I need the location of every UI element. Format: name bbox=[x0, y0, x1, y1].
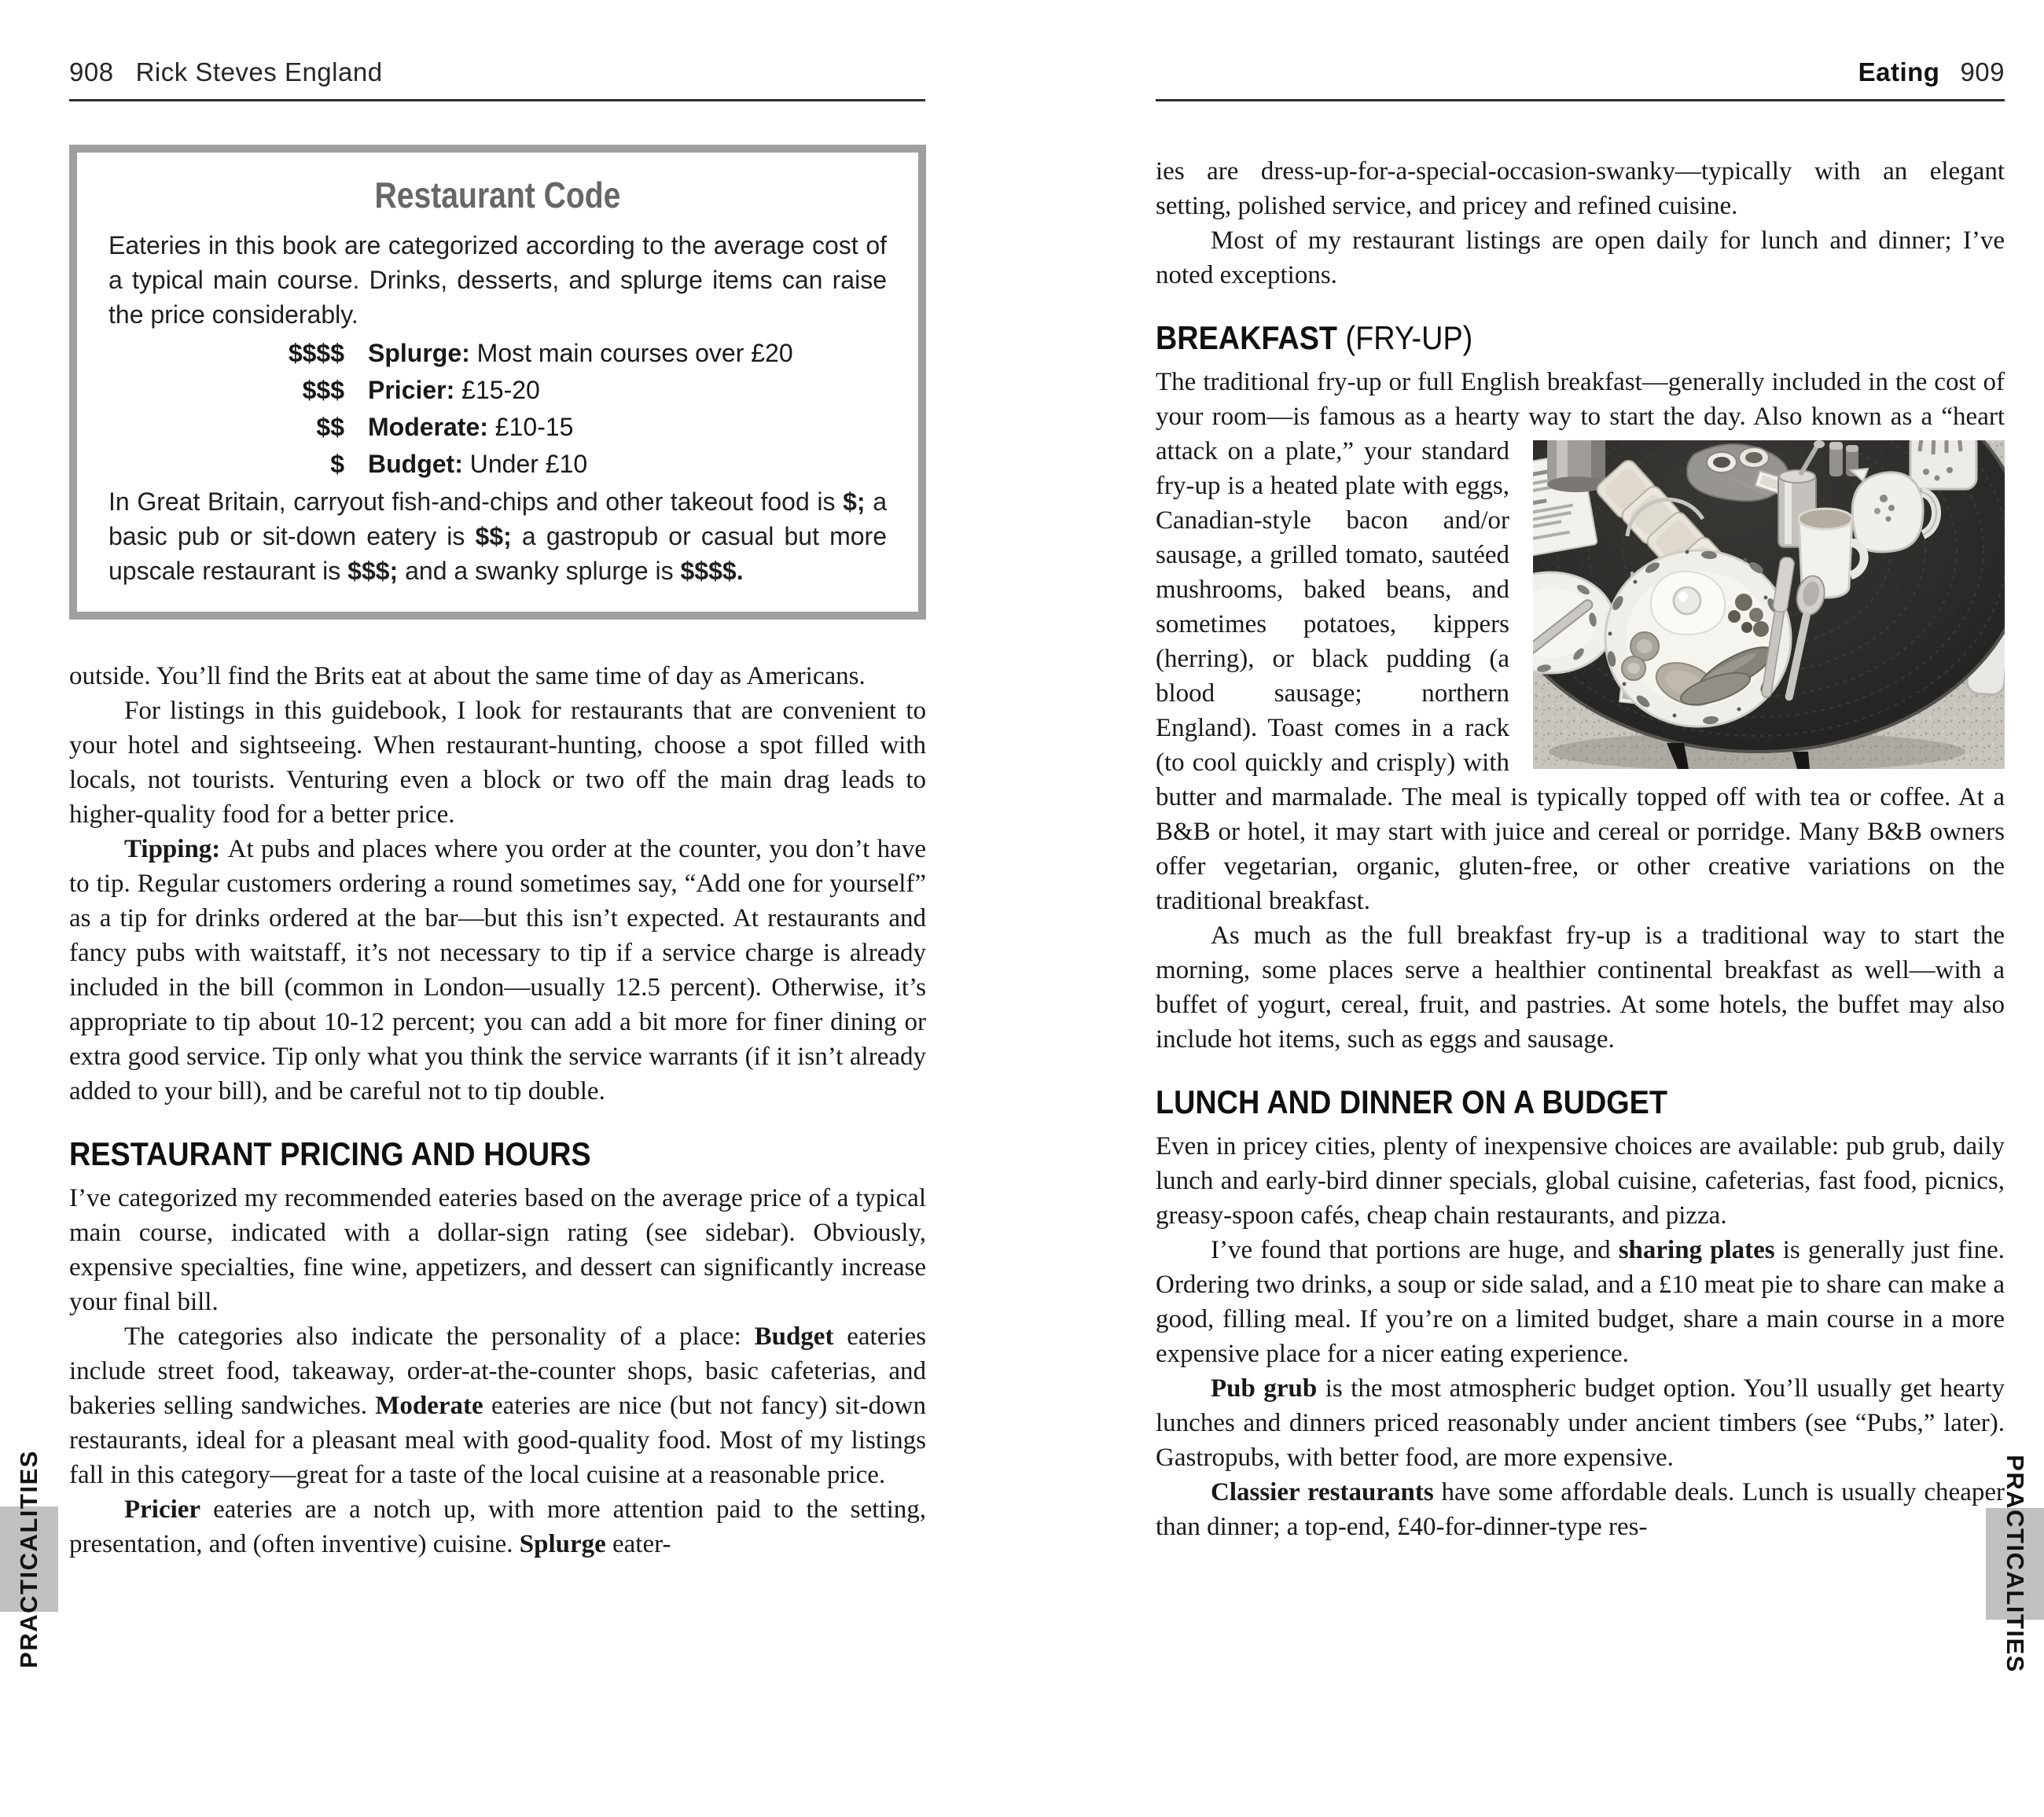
tier-label: Pricier: bbox=[368, 376, 455, 404]
section-heading-breakfast: BREAKFAST (FRY-UP) bbox=[1156, 319, 1473, 356]
tier-desc: £10-15 bbox=[494, 413, 574, 441]
tier-symbol: $ bbox=[330, 450, 344, 478]
box-title: Restaurant Code bbox=[374, 175, 621, 215]
paragraph: Classier restaurants have some affordable deals. Lunch is usually cheaper than dinner; a top-end, £40-for-dinner-type res- bbox=[1156, 1478, 2005, 1541]
paragraph: I’ve categorized my recommended eateries based on the average price of a typical main course, indicated with a dollar-sign rating (see sidebar). Obviously, expensive specialties, fine wine, appetizers, and dessert can significantly increase your final bill. bbox=[69, 1184, 926, 1316]
left-column bbox=[69, 659, 926, 1561]
page-number-right: 909 bbox=[1960, 57, 2005, 86]
tab-label-right: PRACTICALITIES bbox=[2002, 1455, 2029, 1673]
paragraph: Pricier eateries are a notch up, with more attention paid to the setting, presentation, and (often inventive) cuisine. Splurge eater- bbox=[69, 1495, 926, 1558]
coffee-pot bbox=[1547, 440, 1605, 492]
price-tier-row bbox=[108, 446, 887, 483]
paragraph: ies are dress-up-for-a-special-occasion-swanky—typically with an elegant setting, polished service, and pricey and refined cuisine. bbox=[1156, 157, 2005, 220]
tier-desc: Under £10 bbox=[469, 450, 588, 478]
page-right-header bbox=[1156, 57, 2005, 88]
price-tier-list bbox=[108, 335, 887, 483]
breakfast-paragraph bbox=[1156, 365, 2005, 918]
tier-desc: £15-20 bbox=[461, 376, 540, 404]
cutlery-cup bbox=[1910, 440, 1976, 489]
paragraph: outside. You’ll find the Brits eat at about the same time of day as Americans. bbox=[69, 662, 866, 690]
paragraph: The categories also indicate the personality of a place: Budget eateries include street food, takeaway, order-at-the-counter shops, basic cafeterias, and bakeries selling sandwiches. Moderate eateries are nice (but not fancy) sit-down restaurants, ideal for a pleasant meal with good-quality food. Most of my listings fall in this category—great for a taste of the local cuisine at a reasonable price. bbox=[69, 1322, 927, 1489]
tier-label: Moderate: bbox=[368, 413, 488, 441]
right-column bbox=[1156, 154, 2005, 1544]
section-heading-lunch: LUNCH AND DINNER ON A BUDGET bbox=[1156, 1083, 1667, 1120]
header-rule-left bbox=[69, 99, 925, 101]
price-tier-row bbox=[108, 335, 887, 372]
paragraph: For listings in this guidebook, I look for restaurants that are convenient to your hotel and sightseeing. When restaurant-hunting, choose a spot filled with locals, not tourists. Venturing even a block or two off the main drag leads to higher-quality food for a better price. bbox=[69, 697, 926, 829]
tier-symbol: $$$ bbox=[302, 376, 344, 404]
paragraph: Most of my restaurant listings are open daily for lunch and dinner; I’ve noted exceptions. bbox=[1156, 226, 2005, 289]
price-tier-row bbox=[108, 409, 887, 446]
page-title-right: Eating bbox=[1858, 57, 1940, 86]
paragraph-text: The traditional fry-up or full English breakfast—generally included in the cost of your room—is famous as a hearty way to start the day. bbox=[1156, 368, 2005, 431]
tab-label-left: PRACTICALITIES bbox=[15, 1450, 42, 1668]
paragraph: I’ve found that portions are huge, and sharing plates is generally just fine. Ordering two drinks, a soup or side salad, and a £10 meat pie to share can make a good, filling meal. If you’re on a limited budget, share a main course in a more expensive place for a nicer eating experience. bbox=[1156, 1236, 2005, 1368]
header-rule-right bbox=[1156, 99, 2005, 101]
breakfast-photo bbox=[1533, 440, 2005, 769]
restaurant-code-box bbox=[69, 145, 926, 620]
tier-desc: Most main courses over £20 bbox=[476, 339, 793, 367]
price-tier-row bbox=[108, 372, 887, 409]
box-intro: Eateries in this book are categorized according to the average cost of a typical main course. Drinks, desserts, and splurge items can raise the price considerably. bbox=[108, 231, 887, 329]
tier-label: Splurge: bbox=[368, 339, 470, 367]
full-english-breakfast-photo bbox=[1533, 440, 2005, 769]
paragraph: As much as the full breakfast fry-up is a traditional way to start the morning, some places serve a healthier continental breakfast as well—with a buffet of yogurt, cereal, fruit, and pastries. At some hotels, the buffet may also include hot items, such as eggs and sausage. bbox=[1156, 921, 2005, 1054]
paragraph: Tipping: At pubs and places where you order at the counter, you don’t have to tip. Regular customers ordering a round sometimes say, “Add one for yourself” as a tip for drinks ordered at the bar—but this isn’t expected. At restaurants and fancy pubs with waitstaff, it’s not necessary to tip if a service charge is already included in the bill (common in London—usually 12.5 percent). Otherwise, it’s appropriate to tip about 10-12 percent; you can add a bit more for finer dining or extra good service. Tip only what you think the service warrants (if it isn’t already added to your bill), and be careful not to tip double. bbox=[69, 835, 926, 1105]
page-left-header bbox=[69, 57, 383, 88]
tier-symbol: $$ bbox=[316, 413, 344, 441]
section-heading-pricing: RESTAURANT PRICING AND HOURS bbox=[69, 1135, 591, 1172]
tier-label: Budget: bbox=[368, 450, 463, 478]
box-outro: In Great Britain, carryout fish-and-chips and other takeout food is $; a basic pub or sit-down eatery is $$; a gastropub or casual but more upscale restaurant is $$$; and a swanky splurge is $$$$. bbox=[108, 487, 888, 585]
tier-symbol: $$$$ bbox=[288, 339, 344, 367]
page-title-left: Rick Steves England bbox=[135, 57, 383, 86]
page-number-left: 908 bbox=[69, 57, 114, 86]
paragraph: Even in pricey cities, plenty of inexpensive choices are available: pub grub, daily lunch and early-bird dinner specials, global cuisine, cafeterias, fast food, picnics, greasy-spoon cafés, cheap chain restaurants, and pizza. bbox=[1156, 1132, 2005, 1230]
paragraph: Pub grub is the most atmospheric budget option. You’ll usually get hearty lunches and dinners priced reasonably under ancient timbers (see “Pubs,” later). Gastropubs, with better food, are more expensive. bbox=[1156, 1374, 2005, 1472]
paragraph-text: Also known as a “heart attack on a plate,” your standard fry-up is a heated plate with eggs, Canadian-style bacon and/or sausage, a grilled tomato, sautéed mushrooms, baked beans, and sometimes potatoes, kippers (herring), or black pudding (a blood sausage; northern England). Toast comes in a rack (to cool quickly and crisply) with butter and marmalade. The meal is typically topped off with tea or coffee. At a B&B or hotel, it may start with juice and cereal or porridge. Many B&B owners offer vegetarian, organic, gluten-free, or other creative variations on the traditional breakfast. bbox=[1156, 403, 2005, 915]
breakfast-plate bbox=[1605, 550, 1791, 727]
